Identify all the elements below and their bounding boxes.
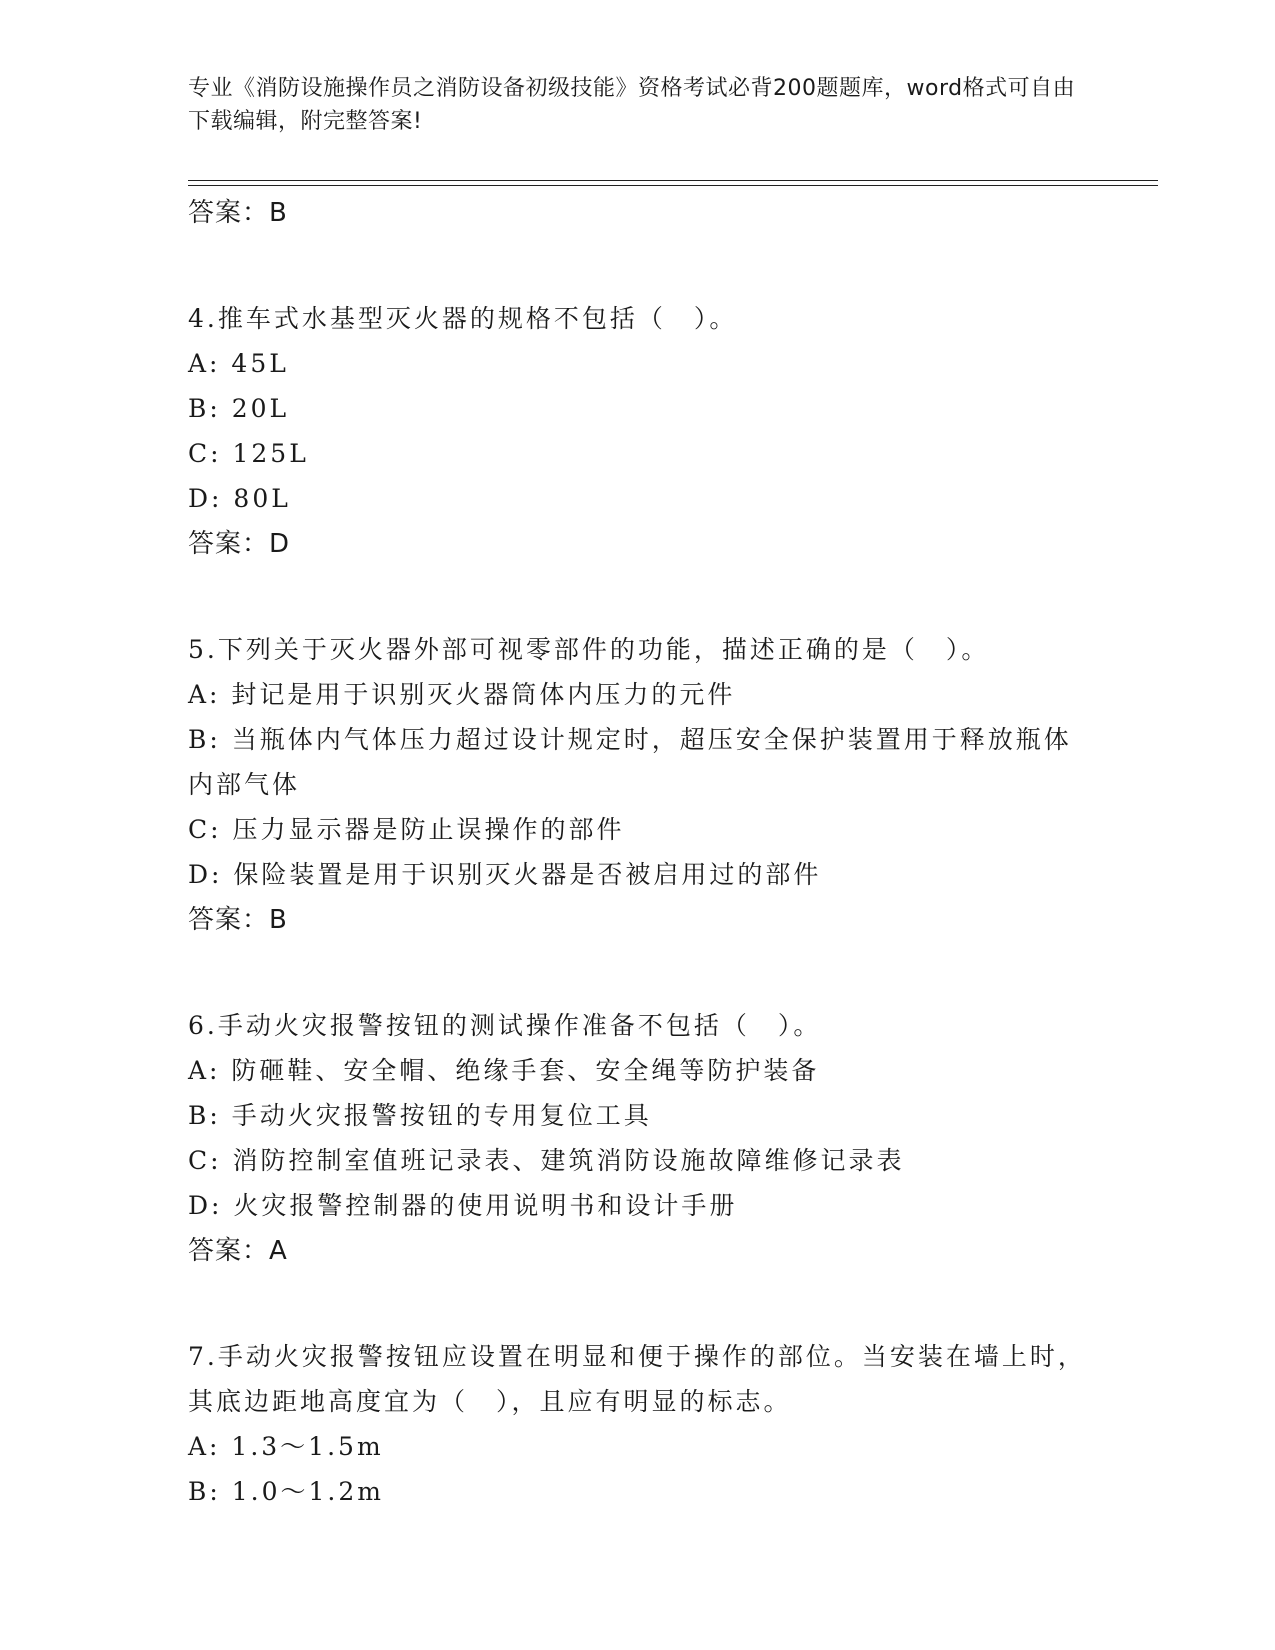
header-divider-bottom <box>188 185 1158 186</box>
question-text: 5.下列关于灭火器外部可视零部件的功能，描述正确的是（ ）。 <box>188 635 990 664</box>
option-a: A: 45L <box>188 349 289 378</box>
question-block <box>188 627 1088 943</box>
option-b: B: 20L <box>188 394 290 423</box>
question-text: 4.推车式水基型灭火器的规格不包括（ ）。 <box>188 304 738 333</box>
answer-line: 答案：B <box>188 198 288 228</box>
question-block <box>188 1003 1088 1274</box>
option-b: B: 当瓶体内气体压力超过设计规定时，超压安全保护装置用于释放瓶体内部气体 <box>188 725 1072 799</box>
question-text: 7.手动火灾报警按钮应设置在明显和便于操作的部位。当安装在墙上时，其底边距地高度宜为（ ），且应有明显的标志。 <box>188 1342 1086 1416</box>
option-d: D: 保险装置是用于识别灭火器是否被启用过的部件 <box>188 860 822 889</box>
option-a: A: 防砸鞋、安全帽、绝缘手套、安全绳等防护装备 <box>188 1056 820 1085</box>
option-c: C: 125L <box>188 439 309 468</box>
option-c: C: 消防控制室值班记录表、建筑消防设施故障维修记录表 <box>188 1146 905 1175</box>
question-content <box>188 190 1088 1514</box>
question-block <box>188 296 1088 567</box>
question-block <box>188 1334 1088 1514</box>
option-a: A: 封记是用于识别灭火器筒体内压力的元件 <box>188 680 736 709</box>
header-divider-top <box>188 180 1158 181</box>
option-b: B: 1.0～1.2m <box>188 1477 384 1506</box>
answer-line: 答案：A <box>188 1236 288 1266</box>
option-a: A: 1.3～1.5m <box>188 1432 384 1461</box>
answer-line: 答案：D <box>188 529 291 559</box>
answer-line: 答案：B <box>188 905 288 935</box>
question-text: 6.手动火灾报警按钮的测试操作准备不包括（ ）。 <box>188 1011 822 1040</box>
option-d: D: 80L <box>188 484 291 513</box>
option-d: D: 火灾报警控制器的使用说明书和设计手册 <box>188 1191 738 1220</box>
document-header-intro: 专业《消防设施操作员之消防设备初级技能》资格考试必背200题题库，word格式可自由下载编辑，附完整答案! <box>188 76 1076 134</box>
option-b: B: 手动火灾报警按钮的专用复位工具 <box>188 1101 652 1130</box>
option-c: C: 压力显示器是防止误操作的部件 <box>188 815 625 844</box>
